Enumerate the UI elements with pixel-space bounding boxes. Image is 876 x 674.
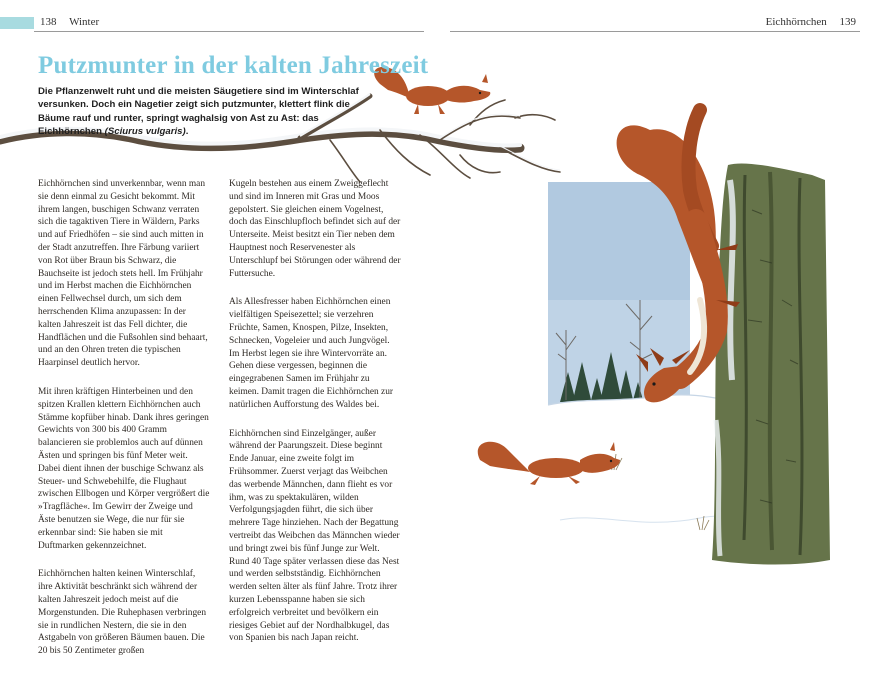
lead-text: Die Pflanzenwelt ruht und die meisten Säugetiere sind im Winterschlaf versunken. Doch ein Nagetier zeigt sich putzmunter, klettert flink die Bäume rauf und runter, springt waghalsig von Ast zu Ast: das Eichhörnchen — [38, 86, 359, 137]
left-page-number: 138 — [40, 16, 57, 28]
paragraph: Kugeln bestehen aus einem Zweiggeflecht und sind im Inneren mit Gras und Moos gepolstert. Sie gleichen einem Vogelnest, doch das Einschlupfloch befindet sich auf der Unterseite. Meist besitzt ein Tier neben dem Hauptnest noch Reservenester als Unterschlupf bei Störungen oder während der Futtersuche. — [229, 179, 401, 279]
tree-trunk — [712, 163, 830, 564]
lead-latin-name: (Sciurus vulgaris) — [104, 125, 186, 137]
right-page-number: 139 — [839, 16, 856, 28]
page-title: Putzmunter in der kalten Jahreszeit — [38, 52, 429, 79]
right-section-title: Eichhörnchen — [765, 16, 827, 28]
text-column-2 — [229, 178, 401, 661]
left-section-title: Winter — [69, 16, 100, 28]
paragraph: Eichhörnchen sind Einzelgänger, außer während der Paarungszeit. Diese beginnt Ende Januar, eine zweite folgt im Frühsommer. Zuerst verjagt das Weibchen das werbende Männchen, dann flieht es vor ihm, was zu spektakulären, wilden Verfolgungsjagden führt, die sich über mehrere Tage hinziehen. Nach der Begattung vertreibt das Weibchen das Männchen wieder und bringt zwei bis fünf Junge zur Welt. Rund 40 Tage später verlassen diese das Nest und werden selbstständig. Eichhörnchen werden selten älter als fünf Jahre. Trotz ihrer kurzen Lebensspanne haben sie sich erfolgreich verbreitet und bevölkern ein riesiges Gebiet auf der Nordhalbkugel, das von Spanien bis nach Japan reicht. — [229, 428, 400, 644]
paragraph: Eichhörnchen halten keinen Winterschlaf, ihre Aktivität beschränkt sich während der kalten Jahreszeit jedoch meist auf die Morgenstunden. Die Ruhephasen verbringen sie in rundlichen Nestern, die sie in den Astgabeln von größeren Bäumen bauen. Die 20 bis 50 Zentimeter großen — [38, 569, 207, 657]
lead-end: . — [185, 125, 189, 137]
paragraph: Mit ihren kräftigen Hinterbeinen und den spitzen Krallen klettern Eichhörnchen auch Stämme kopfüber hinab. Dank ihres geringen Gewichts von 300 bis 400 Gramm balancieren sie problemlos auch auf dünnen Ästen und springen bis fünf Meter weit. Dabei dient ihnen der buschige Schwanz als Steuer- und Schwebehilfe, die Flughaut zwischen Ellbogen und Körper vergrößert die »Tragfläche«. Im Gewirr der Zweige und Äste benutzen sie Wege, die nur für sie erkennbar sind: Sie haben sie mit Duftmarken gekennzeichnet. — [38, 386, 210, 551]
paragraph: Als Allesfresser haben Eichhörnchen einen vielfältigen Speisezettel; sie verzehren Früchte, Samen, Knospen, Pilze, Insekten, Schnecken, Vogeleier und auch Jungvögel. Im Herbst legen sie ihre Wintervorräte an. Gehen diese vergessen, beginnen die eingegrabenen Samen im Frühjahr zu keimen. Damit tragen die Eichhörnchen zur natürlichen Aufforstung des Waldes bei. — [229, 297, 393, 410]
lead-paragraph — [38, 85, 378, 138]
paragraph: Eichhörnchen sind unverkennbar, wenn man sie denn einmal zu Gesicht bekommt. Mit ihrem langen, buschigen Schwanz verraten sich die tagaktiven Tiere in Wäldern, Parks und auf Friedhöfen – sie sind auch mitten in der Stadt anzutreffen. Ihre Färbung variiert von Rot über Braun bis Schwarz, die Bauchseite ist jedoch stets hell. Im Frühjahr und im Herbst machen die Eichhörnchen einen Fellwechsel durch, um sich dem herrschenden Klima anzupassen: In der kalten Jahreszeit ist das Fell dichter, die Handflächen und die Fußsohlen sind behaart, und an den Ohren treten die typischen Haarpinsel deutlich hervor. — [38, 179, 208, 369]
